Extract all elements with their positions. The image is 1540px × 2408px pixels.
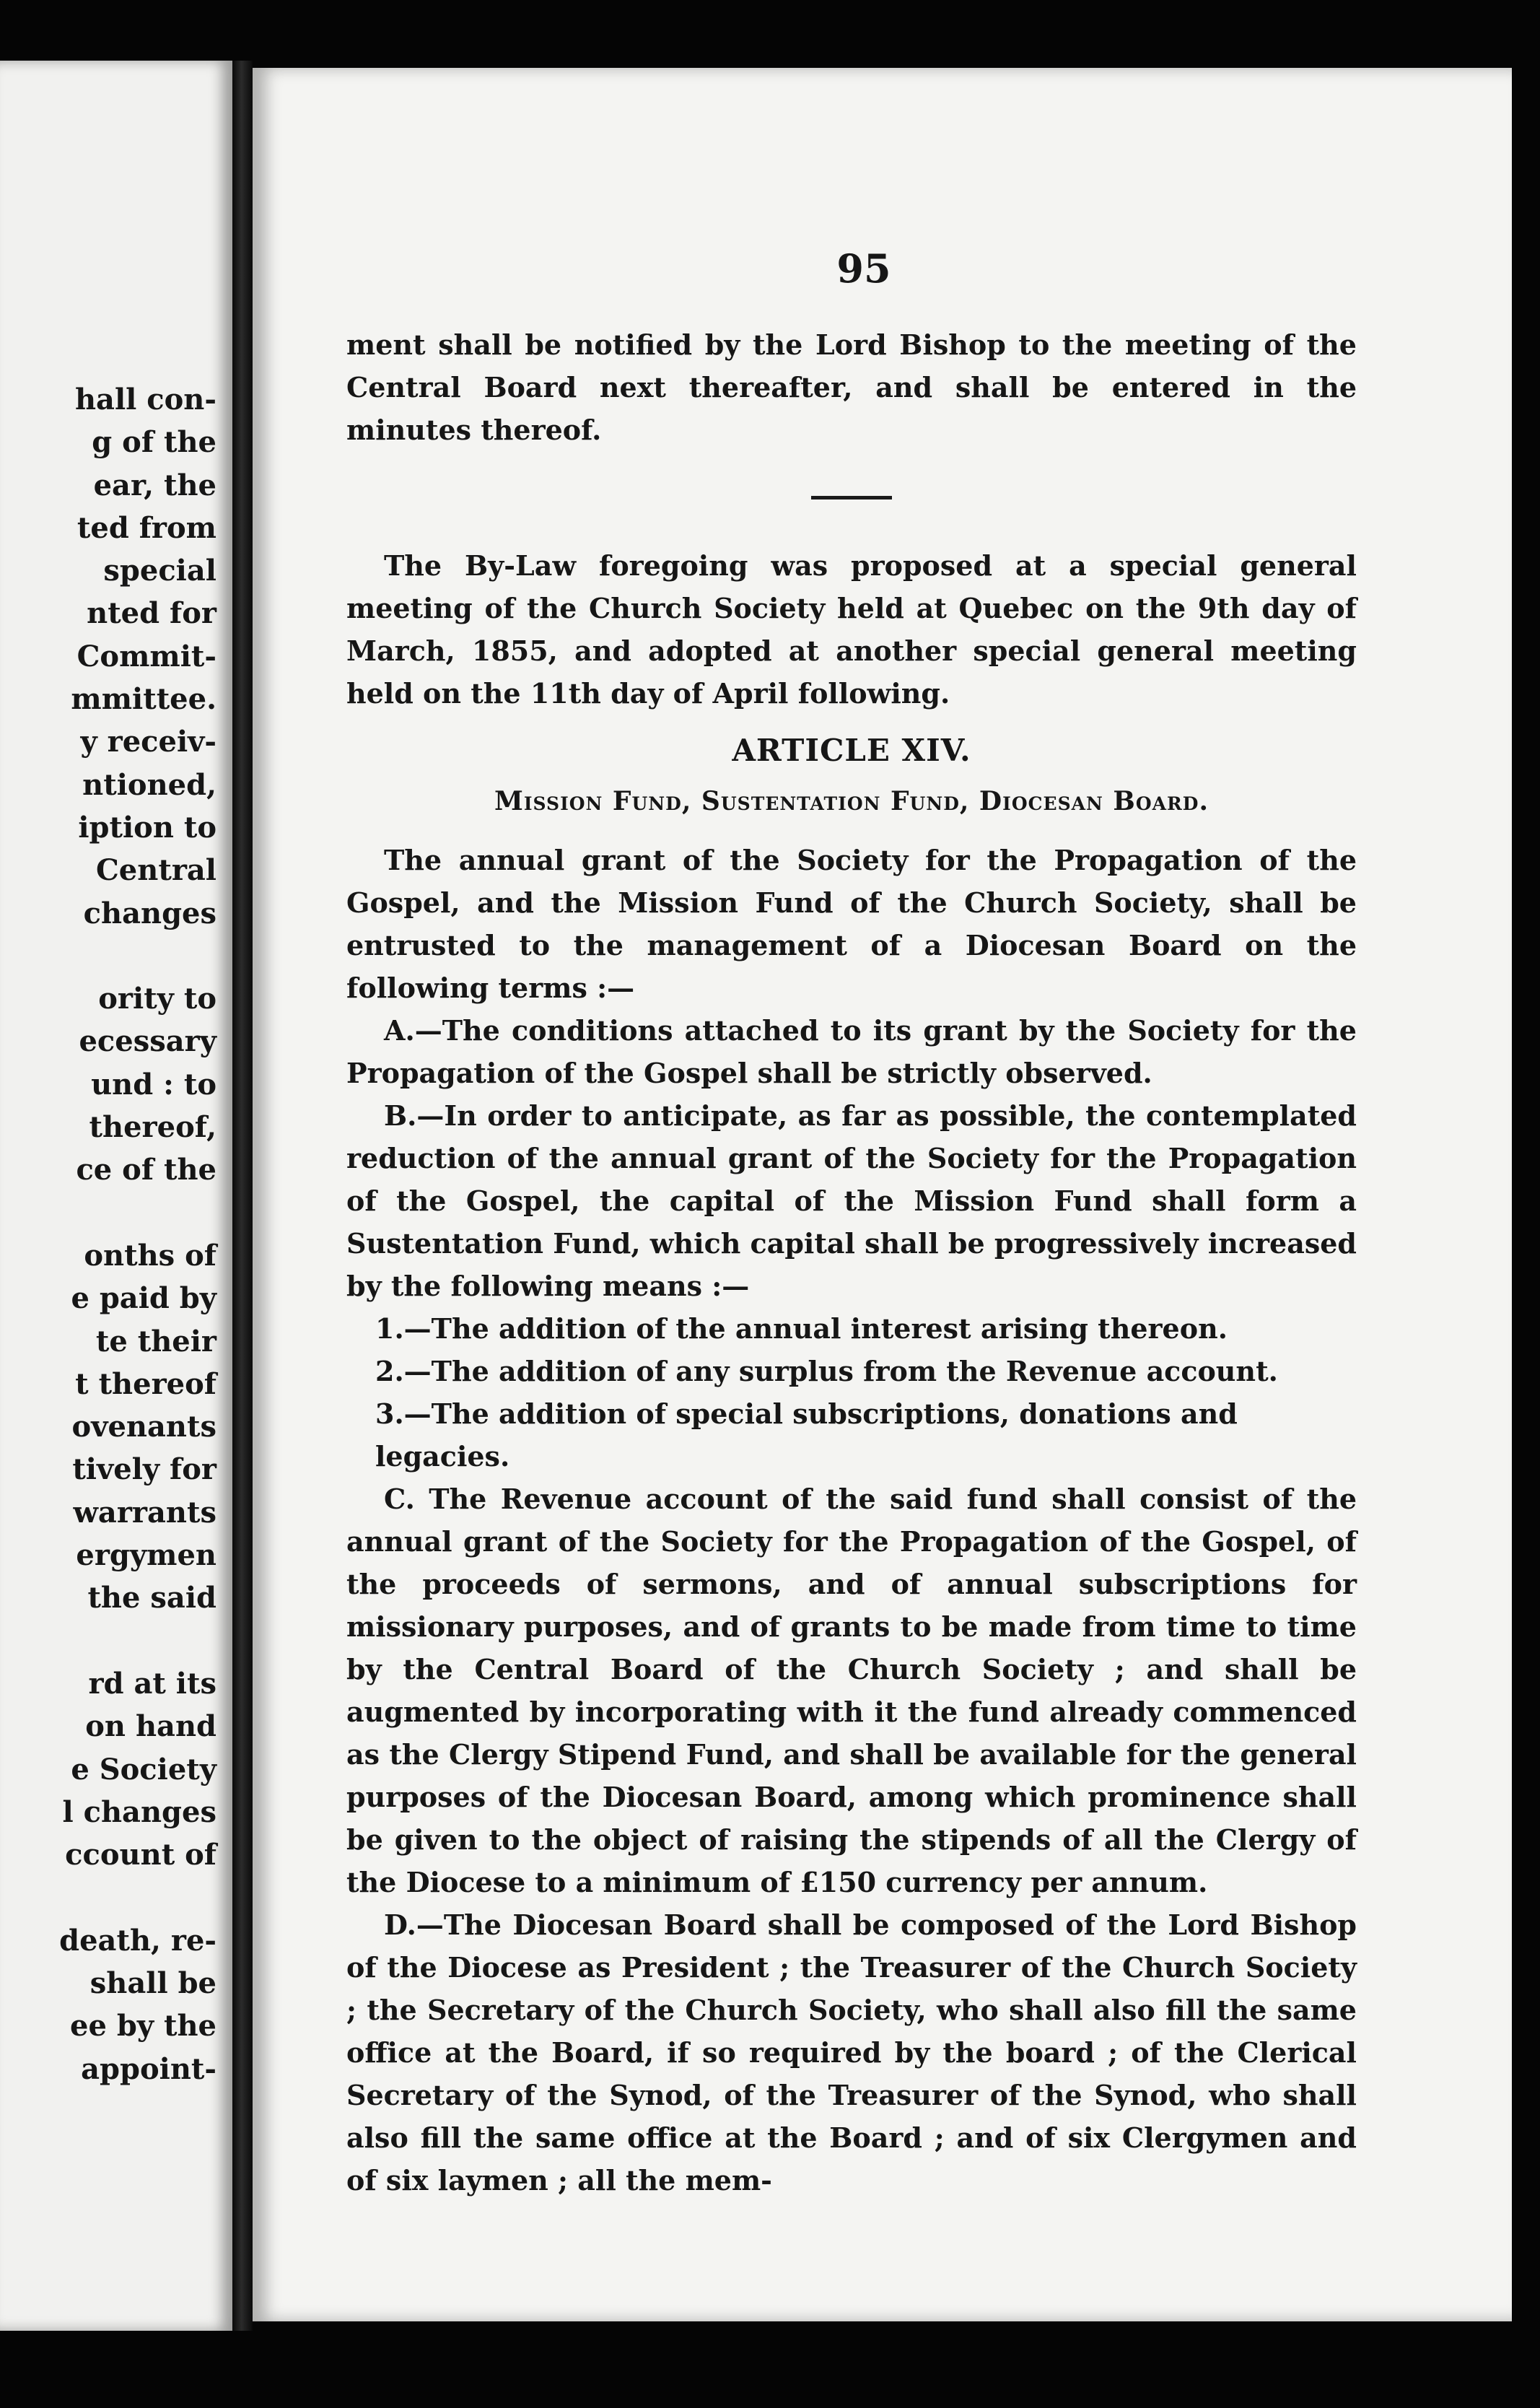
left-page-line: y receiv- [80,725,216,759]
clause-b: B.—In order to anticipate, as far as possible, the contemplated reduction of the annual grant of the Society for the Propagation of the Gospel, the capital of the Mission Fund shall form a Sustentation Fund, which capital shall be progressively increased by the following means :— [346,1099,1357,1302]
left-page-line: on hand [85,1709,216,1744]
left-page-line: ntioned, [82,767,216,802]
left-page-line: mmittee. [71,682,216,717]
left-page-line: iption to [78,810,216,845]
left-page-line: changes [83,896,216,930]
left-page-line: thereof, [89,1110,216,1145]
opening-paragraph: ment shall be notified by the Lord Bishop to the meeting of the Central Board next thereafter, and shall be entered in the minutes thereof. [346,328,1357,446]
left-page-line: ted from [76,510,216,545]
page-number: 95 [836,245,891,292]
left-page-line: appoint- [81,2051,216,2086]
clause-c: C. The Revenue account of the said fund shall consist of the annual grant of the Society for the Propagation of the Gospel, of the proceeds of sermons, and of annual subscriptions for missionary purposes, and of grants to be made from time to time by the Central Board of the Church Society ; and shall be augmented by incorporating with it the fund already commenced as the Clergy Stipend Fund, and shall be available for the general purposes of the Diocesan Board, among which prominence shall be given to the object of raising the stipends of all the Clergy of the Diocese to a minimum of £150 currency per annum. [346,1483,1357,1898]
bylaw-note: The By-Law foregoing was proposed at a special general meeting of the Church Society held at Quebec on the 9th day of March, 1855, and adopted at another special general meeting held on the 11th day of April following. [346,549,1357,710]
clause-a: A.—The conditions attached to its grant by the Society for the Propagation of the Gospel shall be strictly observed. [346,1014,1357,1089]
article-title: ARTICLE XIV. [732,733,971,768]
left-page-line: te their [95,1324,216,1358]
left-page-line: death, re- [59,1923,216,1958]
means-item: 2.—The addition of any surplus from the Revenue account. [375,1355,1278,1387]
left-page-line: g of the [92,425,216,460]
left-page-line: ear, the [93,468,216,502]
left-page-line: l changes [62,1794,216,1829]
article-intro: The annual grant of the Society for the Propagation of the Gospel, and the Mission Fund of the Church Society, shall be entrusted to the management of a Diocesan Board on the following terms :— [346,844,1357,1004]
left-page-line: special [103,554,216,588]
left-page-line [0,1620,216,1662]
means-item: 3.—The addition of special subscriptions, donations and legacies. [375,1397,1238,1473]
left-page-line [0,935,216,977]
left-page-line: e paid by [71,1281,216,1316]
left-page-line: t thereof [75,1366,216,1401]
left-page-line: ority to [98,982,216,1016]
book-gutter [232,61,253,2331]
article-subtitle: Mission Fund, Sustentation Fund, Diocesan Board. [494,786,1209,816]
left-page-line: onths of [84,1238,216,1273]
left-page-line: e Society [71,1752,216,1787]
left-page-line: nted for [87,596,216,631]
left-page-line: warrants [73,1495,216,1530]
left-page-line [0,1876,216,1919]
left-page-line: ergymen [76,1538,216,1573]
left-page-line: the said [87,1581,216,1615]
means-item: 1.—The addition of the annual interest arising thereon. [375,1312,1228,1345]
left-page-text [0,378,216,2090]
left-page-line: shall be [89,1966,216,2000]
left-page-line: ce of the [76,1153,216,1187]
left-page [0,61,232,2331]
left-page-line: tively for [72,1452,216,1487]
left-page-line: ovenants [71,1410,216,1444]
left-page-line: ee by the [70,2009,216,2043]
left-page-line: rd at its [88,1666,216,1701]
left-page-line: hall con- [74,383,216,416]
left-page-line: und : to [91,1067,216,1102]
left-page-line: ccount of [65,1838,216,1872]
page-content [346,323,1357,2202]
section-divider [811,496,892,500]
clause-d: D.—The Diocesan Board shall be composed of the Lord Bishop of the Diocese as President ; the Treasurer of the Church Society ; the Secretary of the Church Society, who shall also fill the same office at the Board, if so required by the board ; of the Clerical Secretary of the Synod, of the Treasurer of the Synod, who shall also fill the same office at the Board ; and of six Clergymen and of six laymen ; all the mem- [346,1908,1357,2197]
left-page-line: Central [95,853,216,888]
left-page-line [0,1192,216,1234]
left-page-line: ecessary [79,1024,216,1059]
left-page-line: Commit- [76,639,216,673]
